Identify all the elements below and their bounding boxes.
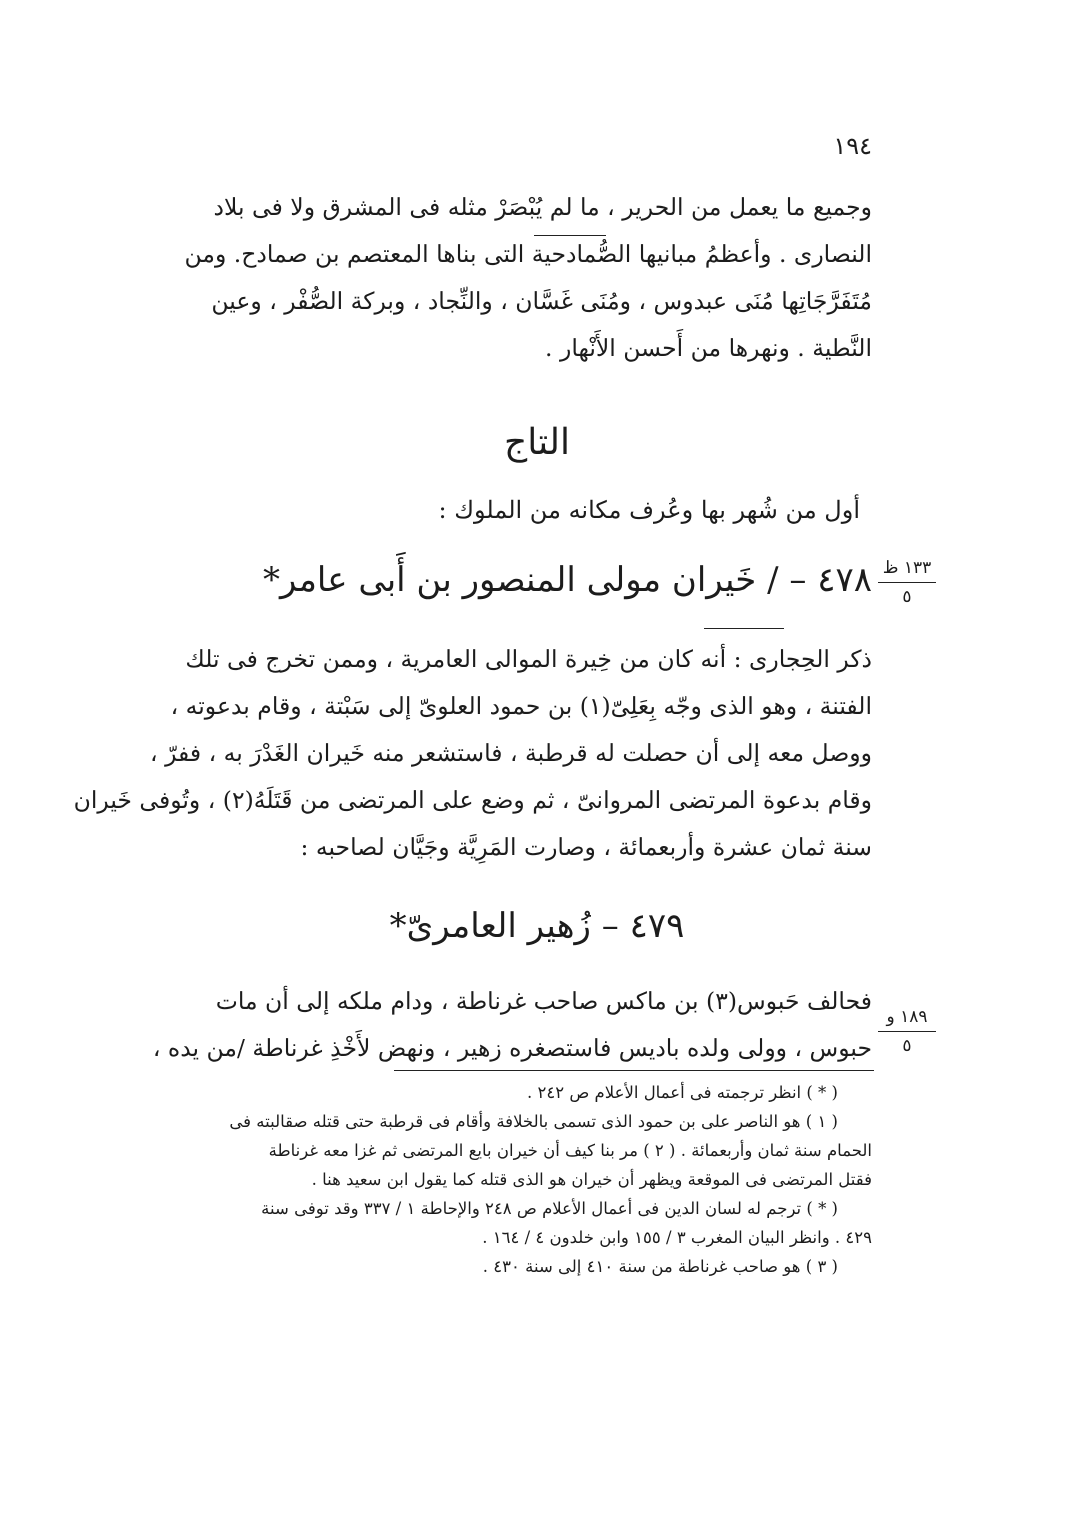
text-line: وجميع ما يعمل من الحرير ، ما لم يُبْصَرْ مثله فى المشرق ولا فى بلاد (213, 193, 872, 221)
margin-note-top: ١٣٣ ظ (882, 558, 932, 578)
entry-479-title: ٤٧٩ – زُهير العامرىّ* (389, 906, 685, 946)
entry-478-title: ٤٧٨ – / خَيران مولى المنصور بن أَبى عامر* (262, 560, 872, 600)
text-line: النَّطية . ونهرها من أَحسن الأَنْهار . (545, 334, 872, 362)
underline-rule (534, 235, 606, 236)
text-line: سنة ثمان عشرة وأربعمائة ، وصارت المَرِيَّة وجَيَّان لصاحبه : (300, 833, 872, 861)
underline-rule (704, 628, 784, 629)
text-line: فحالف حَبوس(٣) بن ماكس صاحب غرناطة ، ودام ملكه إلى أن مات (215, 987, 872, 1015)
footnote-line: الحمام سنة ثمان وأربعمائة . ( ٢ ) مر بنا كيف أن خيران بايع المرتضى ثم غزا معه غرناطة (268, 1141, 872, 1160)
footnote-line: فقتل المرتضى فى الموقعة ويظهر أن خيران هو الذى قتله كما يقول ابن سعيد هنا . (311, 1170, 872, 1189)
text-line: الفتنة ، وهو الذى وجّه بِعَلِىّ(١) بن حمود العلوىّ إلى سَبْتة ، وقام بدعوته ، (170, 692, 872, 720)
text-line: ووصل معه إلى أن حصلت له قرطبة ، فاستشعر منه خَيران الغَدْرَ به ، ففرّ ، (150, 739, 872, 767)
margin-folio-note (874, 557, 940, 608)
entry-478-body (73, 636, 872, 871)
margin-note-top: ١٨٩ و (886, 1007, 928, 1027)
footnote-line: ( ١ ) هو الناصر على بن حمود الذى تسمى بالخلافة وأقام فى قرطبة حتى قتله صقالبته فى (229, 1112, 838, 1131)
margin-note-bottom: ٥ (902, 587, 912, 607)
margin-folio-note (874, 1006, 940, 1057)
margin-rule (878, 1031, 936, 1032)
text-line: النصارى . وأعظمُ مبانيها الصُّمادحية التى بناها المعتصم بن صمادح. ومن (184, 240, 872, 268)
text-line: مُتَفَرَّجَاتِها مُنَى عبدوس ، ومُنَى غَسَّان ، والنِّجاد ، وبركة الصُّفْر ، وعين (211, 287, 872, 315)
footnotes (192, 1078, 872, 1281)
footnote-line: ( * ) ترجم له لسان الدين فى أعمال الأعلام ص ٢٤٨ والإحاطة ١ / ٣٣٧ وقد توفى سنة (261, 1199, 838, 1218)
page-number: ١٩٤ (833, 132, 872, 160)
footnote-line: ( * ) انظر ترجمته فى أعمال الأعلام ص ٢٤٢ . (527, 1083, 838, 1102)
section-heading: التاج (503, 422, 571, 463)
top-paragraph (184, 184, 872, 372)
margin-note-bottom: ٥ (902, 1036, 912, 1056)
entry-479-body (152, 978, 872, 1072)
text-line: ذكر الحِجارى : أنه كان من خِيرة الموالى العامرية ، وممن تخرج فى تلك (185, 645, 872, 673)
footnote-line: ٤٢٩ . وانظر البيان المغرب ٣ / ١٥٥ وابن خلدون ٤ / ١٦٤ . (482, 1228, 872, 1247)
margin-rule (878, 582, 936, 583)
footnote-separator (394, 1070, 874, 1071)
intro-line: أول من شُهر بها وعُرف مكانه من الملوك : (438, 496, 860, 524)
footnote-line: ( ٣ ) هو صاحب غرناطة من سنة ٤١٠ إلى سنة ٤٣٠ . (482, 1257, 838, 1276)
text-line: وقام بدعوة المرتضى المروانىّ ، ثم وضع على المرتضى من قَتَلَهُ(٢) ، وتُوفى خَيران (73, 786, 872, 814)
text-line: حبوس ، وولى ولده باديس فاستصغره زهير ، ونهض لأَخْذِ غرناطة /من يده ، (152, 1034, 872, 1062)
